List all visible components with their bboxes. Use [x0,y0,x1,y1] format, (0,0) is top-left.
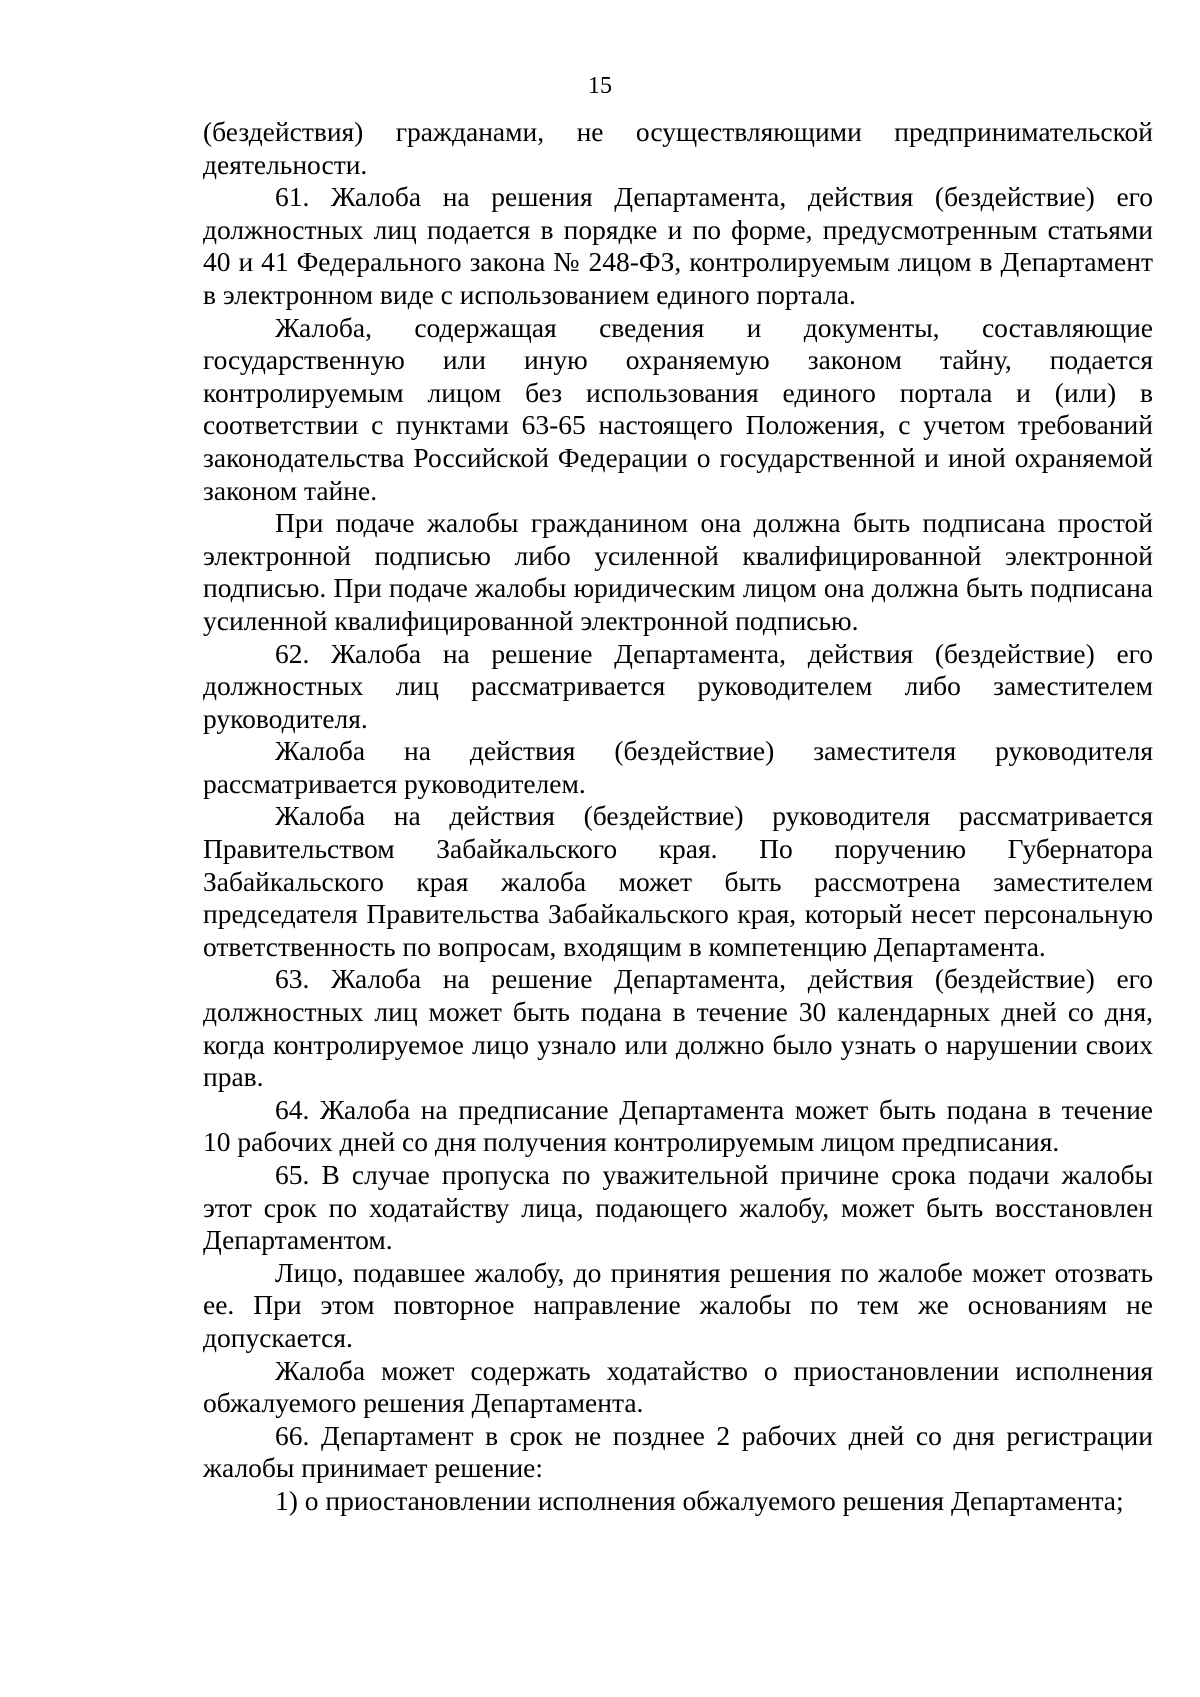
paragraph-65: 65. В случае пропуска по уважительной причине срока подачи жалобы этот срок по ходатайству лица, подающего жалобу, может быть восстановлен Департаментом. [203,1159,1153,1256]
page-number: 15 [588,73,612,99]
paragraph-61-signature: При подаче жалобы гражданином она должна быть подписана простой электронной подписью либо усиленной квалифицированной электронной подписью. При подаче жалобы юридическим лицом она должна быть подписана усиленной квалифицированной электронной подписью. [203,507,1153,636]
paragraph-62-head: Жалоба на действия (бездействие) руководителя рассматривается Правительством Забайкальского края. По поручению Губернатора Забайкальского края жалоба может быть рассмотрена заместителем председателя Правительства Забайкальского края, который несет персональную ответственность по вопросам, входящим в компетенцию Департамента. [203,800,1153,962]
paragraph-65-suspension: Жалоба может содержать ходатайство о приостановлении исполнения обжалуемого решения Департамента. [203,1354,1153,1419]
document-body [203,116,1153,1518]
paragraph-61-secret-info: Жалоба, содержащая сведения и документы, составляющие государственную или иную охраняемую законом тайну, подается контролируемым лицом без использования единого портала и (или) в соответствии с пунктами 63-65 настоящего Положения, с учетом требований законодательства Российской Федерации о государственной и иной охраняемой законом тайне. [203,311,1153,506]
paragraph-continuation: (бездействия) гражданами, не осуществляющими предпринимательской деятельности. [203,116,1153,180]
paragraph-66-item-1: 1) о приостановлении исполнения обжалуемого решения Департамента; [275,1484,1124,1516]
paragraph-64: 64. Жалоба на предписание Департамента может быть подана в течение 10 рабочих дней со дня получения контролируемым лицом предписания. [203,1093,1153,1158]
paragraph-66: 66. Департамент в срок не позднее 2 рабочих дней со дня регистрации жалобы принимает решение: [203,1419,1153,1484]
paragraph-62-deputy: Жалоба на действия (бездействие) заместителя руководителя рассматривается руководителем. [203,735,1153,799]
paragraph-63: 63. Жалоба на решение Департамента, действия (бездействие) его должностных лиц может быть подана в течение 30 календарных дней со дня, когда контролируемое лицо узнало или должно было узнать о нарушении своих прав. [203,963,1153,1093]
paragraph-65-withdraw: Лицо, подавшее жалобу, до принятия решения по жалобе может отозвать ее. При этом повторное направление жалобы по тем же основаниям не допускается. [203,1256,1153,1353]
paragraph-61: 61. Жалоба на решения Департамента, действия (бездействие) его должностных лиц подается в порядке и по форме, предусмотренным статьями 40 и 41 Федерального закона № 248-ФЗ, контролируемым лицом в Департамент в электронном виде с использованием единого портала. [203,181,1153,310]
paragraph-62: 62. Жалоба на решение Департамента, действия (бездействие) его должностных лиц рассматривается руководителем либо заместителем руководителя. [203,637,1153,734]
